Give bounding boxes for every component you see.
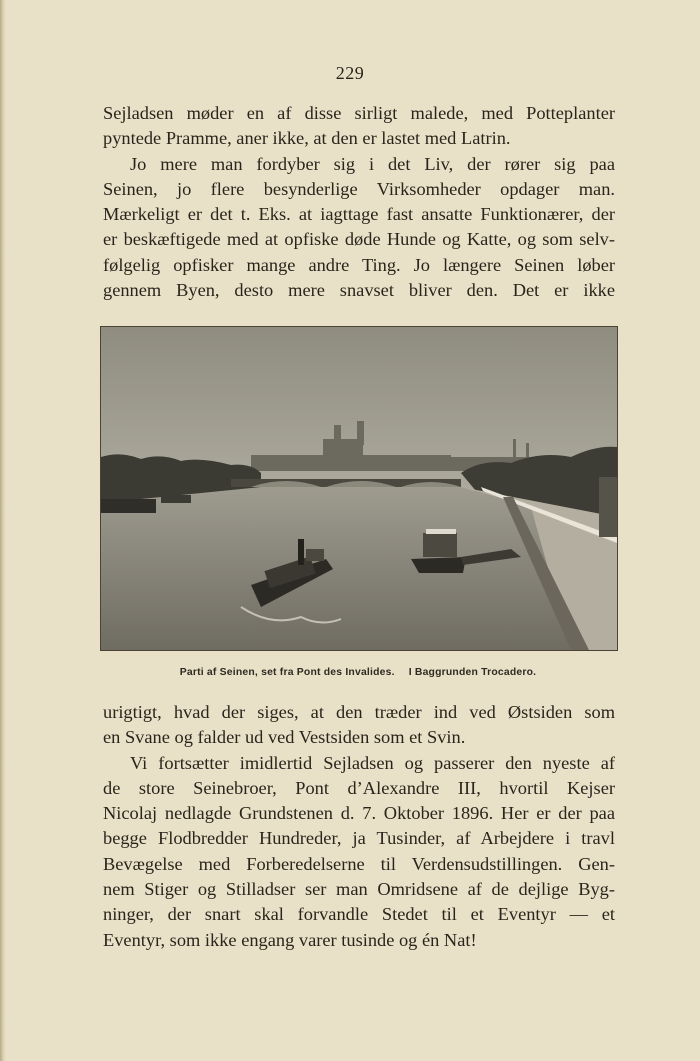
text-line: nem Stiger og Stilladser ser man Omridsene af de dejlige Byg-	[103, 879, 615, 900]
text-line: pyntede Pramme, aner ikke, at den er lastet med Latrin.	[103, 128, 511, 149]
caption-right: I Baggrunden Trocadero.	[408, 667, 537, 678]
text-line: Nicolaj nedlagde Grundstenen d. 7. Oktober 1896. Her er der paa	[103, 803, 615, 824]
text-line: Eventyr, som ikke engang varer tusinde og én Nat!	[103, 929, 477, 950]
bridge	[231, 479, 461, 487]
building-right	[599, 477, 617, 537]
text-line: Mærkeligt er det t. Eks. at iagttage fast ansatte Funktionærer, der	[103, 204, 615, 225]
text-block-top	[103, 101, 615, 303]
text-line: Vi fortsætter imidlertid Sejladsen og passerer den nyeste af	[130, 752, 615, 773]
text-line: Sejladsen møder en af disse sirligt malede, med Potteplanter	[103, 103, 615, 123]
moored-boat-left	[101, 499, 156, 513]
text-line: Jo mere man fordyber sig i det Liv, der rører sig paa	[130, 153, 615, 174]
text-block-bottom	[103, 700, 615, 953]
page-edge	[0, 0, 6, 1061]
text-line: gennem Byen, desto mere snavset bliver den. Det er ikke	[103, 280, 615, 301]
text-line: begge Flodbredder Hundreder, ja Tusinder, af Arbejdere i travl	[103, 828, 615, 849]
seine-photograph	[100, 326, 618, 651]
text-line: følgelig opfisker mange andre Ting. Jo længere Seinen løber	[103, 254, 615, 275]
text-line: en Svane og falder ud ved Vestsiden som et Svin.	[103, 727, 466, 748]
river-water	[101, 487, 571, 650]
text-line: Seinen, jo flere besynderlige Virksomheder opdager man.	[103, 178, 615, 199]
text-line: ninger, der snart skal forvandle Stedet til et Eventyr — et	[103, 904, 615, 925]
figure-caption	[100, 667, 616, 678]
page-number: 229	[335, 63, 365, 83]
caption-left: Parti af Seinen, set fra Pont des Invalides.	[179, 667, 395, 678]
text-line: de store Seinebroer, Pont d’Alexandre III, hvortil Kejser	[103, 777, 615, 798]
text-line: Bevægelse med Forberedelserne til Verdensudstillingen. Gen-	[103, 853, 615, 874]
text-line: urigtigt, hvad der siges, at den træder ind ved Østsiden som	[103, 702, 615, 722]
photo-illustration	[101, 327, 617, 650]
text-line: er beskæftigede med at opfiske døde Hunde og Katte, og som selv-	[103, 229, 615, 250]
moored-boat-left-2	[161, 495, 191, 503]
